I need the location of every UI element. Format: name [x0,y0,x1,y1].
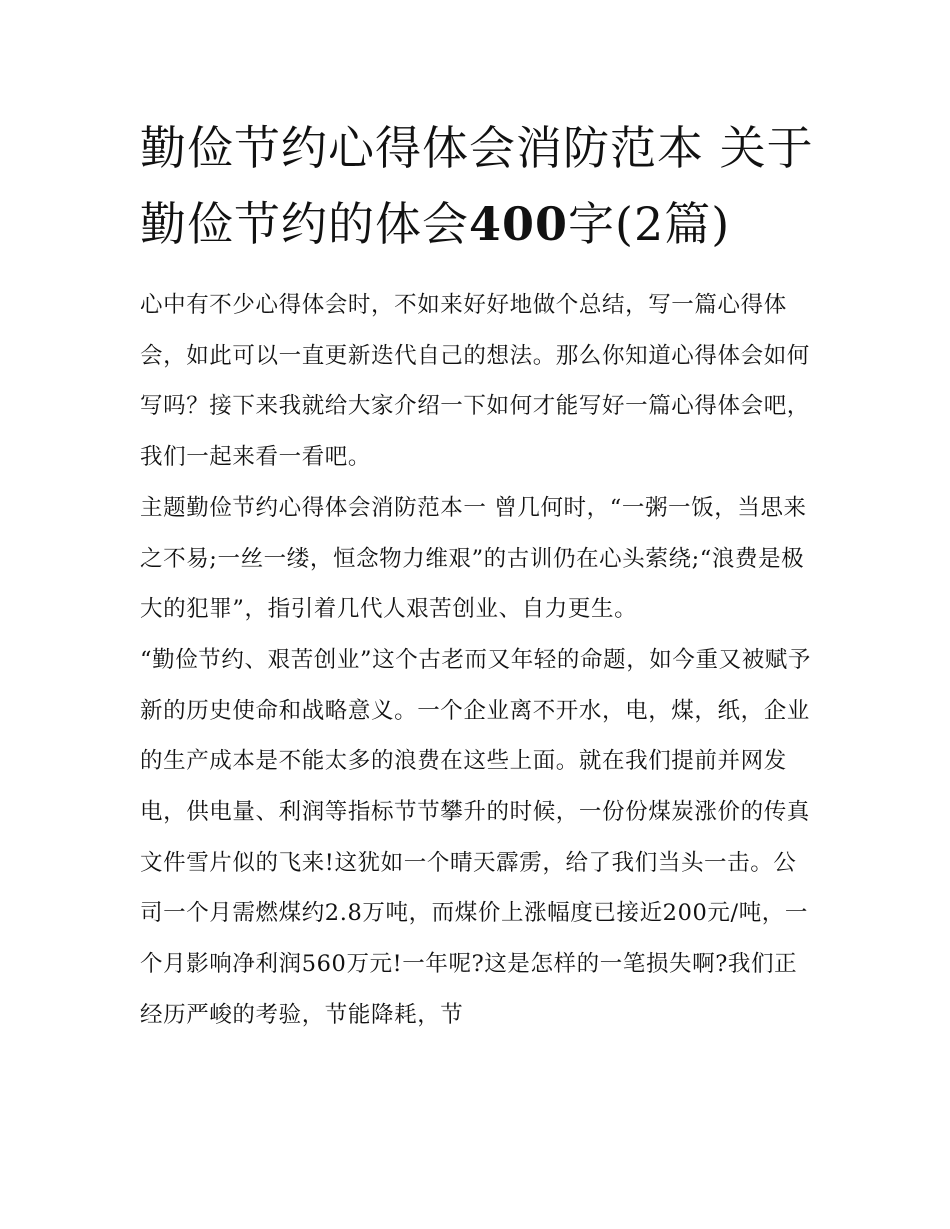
title-text-part2: 字(2篇) [568,197,731,251]
quote-paragraph: 主题勤俭节约心得体会消防范本一 曾几何时，“一粥一饭，当思来之不易;一丝一缕，恒念物力维艰”的古训仍在心头萦绕;“浪费是极大的犯罪”，指引着几代人艰苦创业、自力更生。 [140,494,807,623]
document-body [140,280,815,1041]
document-title [140,110,815,262]
document-page [140,110,815,1041]
main-paragraph: “勤俭节约、艰苦创业”这个古老而又年轻的命题，如今重又被赋予新的历史使命和战略意义。一个企业离不开水，电，煤，纸，企业的生产成本是不能太多的浪费在这些上面。就在我们提前并网发电，供电量、利润等指标节节攀升的时候，一份份煤炭涨价的传真文件雪片似的飞来!这犹如一个晴天霹雳，给了我们当头一击。公司一个月需燃煤约2.8万吨，而煤价上涨幅度已接近200元/吨，一个月影响净利润560万元!一年呢?这是怎样的一笔损失啊?我们正经历严峻的考验，节能降耗，节 [140,646,812,1028]
title-number: 400 [469,197,569,251]
title-text-part1: 勤俭节约心得体会消防范本 关于勤俭节约的体会 [140,121,814,251]
intro-paragraph: 心中有不少心得体会时，不如来好好地做个总结，写一篇心得体会，如此可以一直更新迭代自己的想法。那么你知道心得体会如何写吗？接下来我就给大家介绍一下如何才能写好一篇心得体会吧，我们一起来看一看吧。 [140,292,810,471]
